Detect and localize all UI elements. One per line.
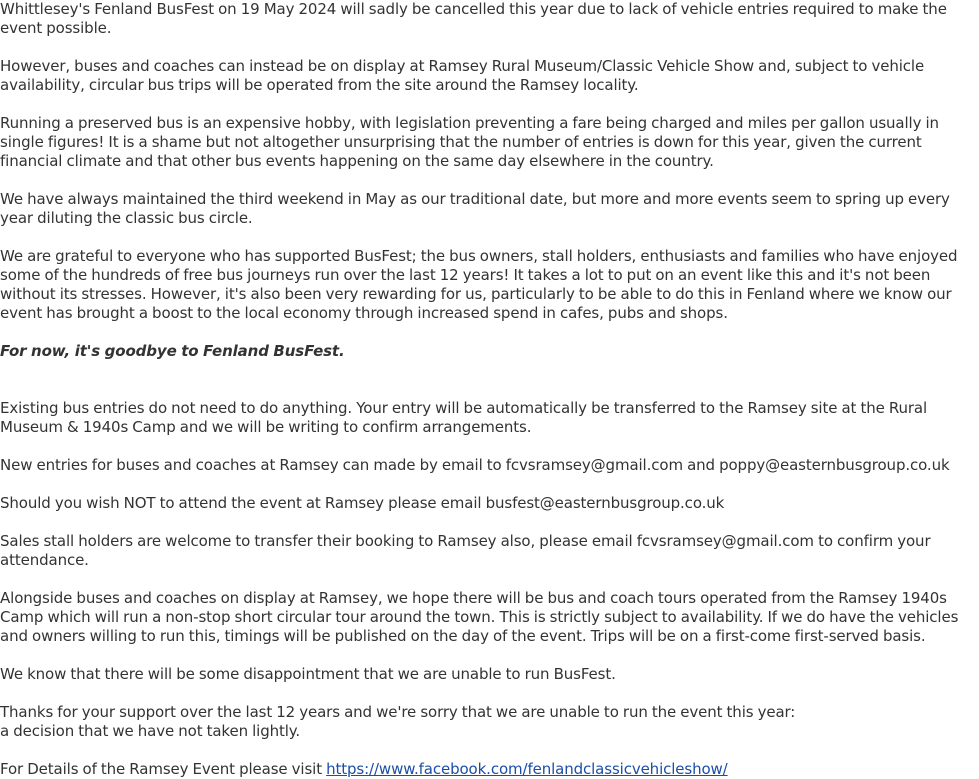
ramsey-display-paragraph: However, buses and coaches can instead be on display at Ramsey Rural Museum/Classic Vehicle Show and, subject to vehicle availability, circular bus trips will be operated from the site around the Ramsey locality. bbox=[0, 57, 925, 94]
details-paragraph bbox=[0, 760, 979, 779]
stall-holders-paragraph: Sales stall holders are welcome to transfer their booking to Ramsey also, please email fcvsramsey@gmail.com to confirm your attendance. bbox=[0, 532, 931, 569]
opt-out-paragraph: Should you wish NOT to attend the event at Ramsey please email busfest@easternbusgroup.co.uk bbox=[0, 494, 725, 512]
cancellation-paragraph: Whittlesey's Fenland BusFest on 19 May 2024 will sadly be cancelled this year due to lack of vehicle entries required to make the event possible. bbox=[0, 0, 947, 37]
new-entries-paragraph: New entries for buses and coaches at Ramsey can made by email to fcvsramsey@gmail.com and poppy@easternbusgroup.co.uk bbox=[0, 456, 950, 474]
gratitude-paragraph: We are grateful to everyone who has supported BusFest; the bus owners, stall holders, enthusiasts and families who have enjoyed some of the hundreds of free bus journeys run over the last 12 years! It takes a lot to put on an event like this and it's not been without its stresses. However, it's also been very rewarding for us, particularly to be able to do this in Fenland where we know our event has brought a boost to the local economy through increased spend in cafes, pubs and shops. bbox=[0, 247, 958, 322]
costs-paragraph: Running a preserved bus is an expensive hobby, with legislation preventing a fare being charged and miles per gallon usually in single figures! It is a shame but not altogether unsurprising that the number of entries is down for this year, given the current financial climate and that other bus events happening on the same day elsewhere in the country. bbox=[0, 114, 939, 170]
thanks-paragraph bbox=[0, 703, 979, 741]
thanks-line-1: Thanks for your support over the last 12 years and we're sorry that we are unable to run the event this year: bbox=[0, 703, 796, 721]
traditional-date-paragraph: We have always maintained the third weekend in May as our traditional date, but more and more events seem to spring up every year diluting the classic bus circle. bbox=[0, 190, 950, 227]
thanks-line-2: a decision that we have not taken lightly. bbox=[0, 722, 301, 740]
details-prefix: For Details of the Ramsey Event please visit bbox=[0, 760, 327, 778]
facebook-link[interactable]: https://www.facebook.com/fenlandclassicvehicleshow/ bbox=[326, 760, 728, 778]
existing-entries-paragraph: Existing bus entries do not need to do anything. Your entry will be automatically be transferred to the Ramsey site at the Rural Museum & 1940s Camp and we will be writing to confirm arrangements. bbox=[0, 399, 928, 436]
farewell-heading: For now, it's goodbye to Fenland BusFest. bbox=[0, 342, 345, 360]
disappointment-paragraph: We know that there will be some disappointment that we are unable to run BusFest. bbox=[0, 665, 616, 683]
bus-tours-paragraph: Alongside buses and coaches on display at Ramsey, we hope there will be bus and coach tours operated from the Ramsey 1940s Camp which will run a non-stop short circular tour around the town. This is strictly subject to availability. If we do have the vehicles and owners willing to run this, timings will be published on the day of the event. Trips will be on a first-come first-served basis. bbox=[0, 589, 959, 645]
